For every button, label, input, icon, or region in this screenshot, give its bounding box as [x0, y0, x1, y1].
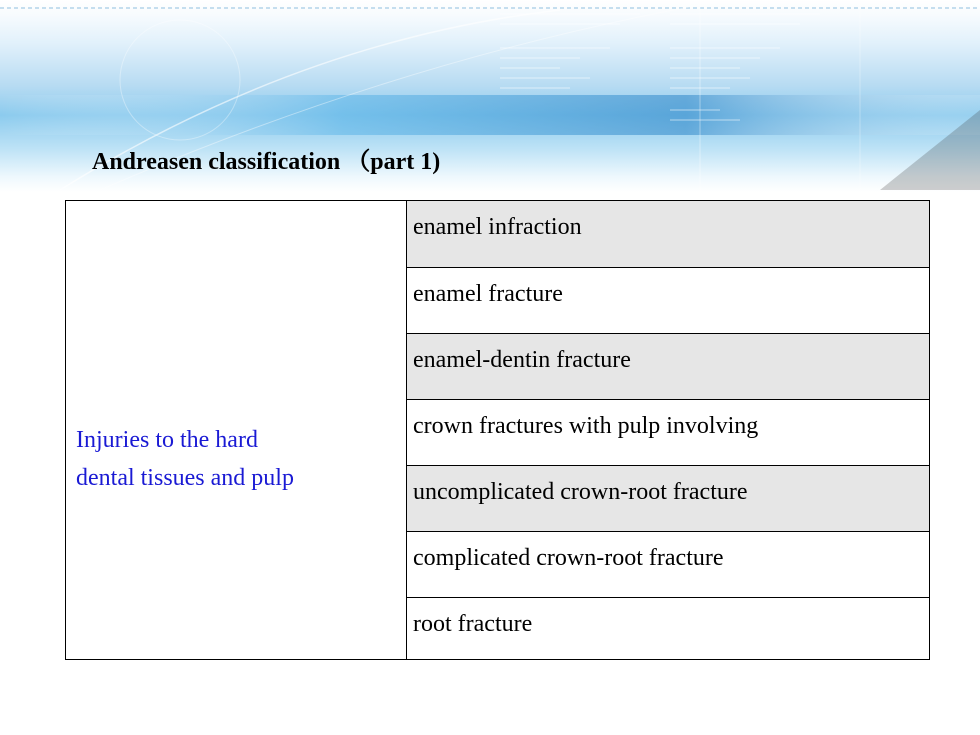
table-row-1: enamel infraction — [407, 201, 929, 267]
table-row-6: complicated crown-root fracture — [407, 531, 929, 597]
table-row-4: crown fractures with pulp involving — [407, 399, 929, 465]
category-label — [76, 421, 294, 497]
classification-table — [65, 200, 930, 660]
table-row-7: root fracture — [407, 597, 929, 659]
table-row-3: enamel-dentin fracture — [407, 333, 929, 399]
category-line-2: dental tissues and pulp — [76, 465, 294, 491]
table-row-5: uncomplicated crown-root fracture — [407, 465, 929, 531]
table-row-2: enamel fracture — [407, 267, 929, 333]
category-line-1: Injuries to the hard — [76, 427, 258, 453]
category-cell — [66, 201, 407, 659]
slide-title: Andreasen classification （part 1) — [92, 149, 441, 175]
